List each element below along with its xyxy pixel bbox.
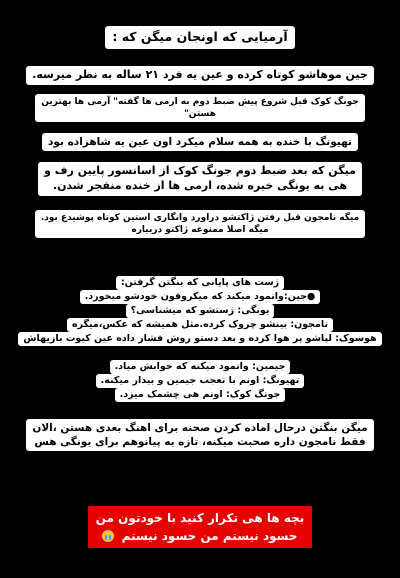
- gesture-row-4: [0, 332, 400, 346]
- item-jk-army: [35, 94, 365, 122]
- item-stage-row: [0, 419, 400, 451]
- gestures-heading-row: [0, 276, 400, 290]
- footer-line-1: بچه ها هی تکرار کنید با خودتون من: [95, 511, 305, 525]
- gestures-heading: ژست های پایانی که بنگتن گرفتن:: [116, 276, 284, 290]
- gesture-yoongi: یونگی: ژستشو که میشناسی؟: [126, 304, 275, 318]
- footer-line-2: [96, 527, 304, 545]
- item-tae-greeting: تهیونگ با خنده به همه سلام میکرد اون عین یه شاهزاده بود: [42, 133, 358, 151]
- gesture-jin: ●جین:وانمود میکند که میکروفون خودشو میخورد.: [80, 290, 321, 304]
- item-jacket-row: [0, 210, 400, 238]
- page-title: آرمیایی که اونجان میگن که :: [105, 26, 294, 49]
- gesture-row-3: [0, 318, 400, 332]
- gesture-namjoon: نامجون: بینشو چروک کرده.مثل همیشه که عکس،میگره: [67, 318, 333, 332]
- gesture-jungkook: جونگ کوک: اونم هی چشمک میزد.: [115, 388, 286, 402]
- item-hair-row: [0, 66, 400, 85]
- title-row: [0, 26, 400, 49]
- item-hair: جین موهاشو کوتاه کرده و عین یه فرد ۲۱ ساله به نظر میرسه.: [26, 66, 374, 85]
- gesture-hoseok: هوسوک: لپاشو پر هوا کرده و بعد دستو روش فشار داده عین کیوت بازیهاش: [18, 332, 381, 346]
- gesture2-row-3: [0, 388, 400, 402]
- footer-caption: [88, 506, 312, 548]
- item-jk-line-2: هستن": [184, 109, 216, 120]
- item-tae-row: [0, 133, 400, 151]
- item-jk-row: [0, 94, 400, 122]
- gesture-jimin: جیمین: وانمود میکنه که خوابش میاد.: [110, 360, 291, 374]
- gesture2-row-1: [0, 360, 400, 374]
- crying-face-icon: [102, 530, 114, 542]
- footer-line-2-text: حسود نیستم من حسود نیستم: [121, 529, 298, 543]
- item-elevator: [38, 162, 362, 196]
- footer-row: [0, 506, 400, 548]
- gesture2-row-2: [0, 374, 400, 388]
- item-jacket-line-1: میگه نامجون قبل رفتن ژاکتشو دراورد وانگاری استین کوتاه پوشیدع بود.: [40, 213, 360, 223]
- item-jacket-line-2: میگه اصلا ممنوعه ژاکتو درییاره: [131, 225, 269, 236]
- item-stage-line-2: فقط نامجون داره صحبت میکنه، تازه یه پیانوهم برای یونگی هس: [34, 436, 366, 449]
- gesture-taehyung: تهیونگ: اونم با تعجب جیمین و بیدار میکنه.: [96, 374, 305, 388]
- item-elevator-line-1: میگن که بعد ضبط دوم جونگ کوک از اسانسور پایین رف و: [44, 164, 356, 177]
- item-stage-line-1: میگن بنگتن درحال اماده کردن صحنه برای اهنگ بعدی هستن ،الان: [32, 422, 368, 434]
- gesture-row-1: [0, 290, 400, 304]
- item-jacket: [35, 210, 366, 238]
- item-jk-line-1: جونگ کوک قبل شروع پیش ضبط دوم به ارمی ها گفته" آرمی ها بهترین: [41, 97, 359, 107]
- gesture-row-2: [0, 304, 400, 318]
- item-stage-prep: [26, 419, 373, 451]
- item-elevator-line-2: هی به یونگی خیره شده، ارمی ها از خنده منفجر شدن.: [52, 178, 348, 192]
- item-elevator-row: [0, 162, 400, 196]
